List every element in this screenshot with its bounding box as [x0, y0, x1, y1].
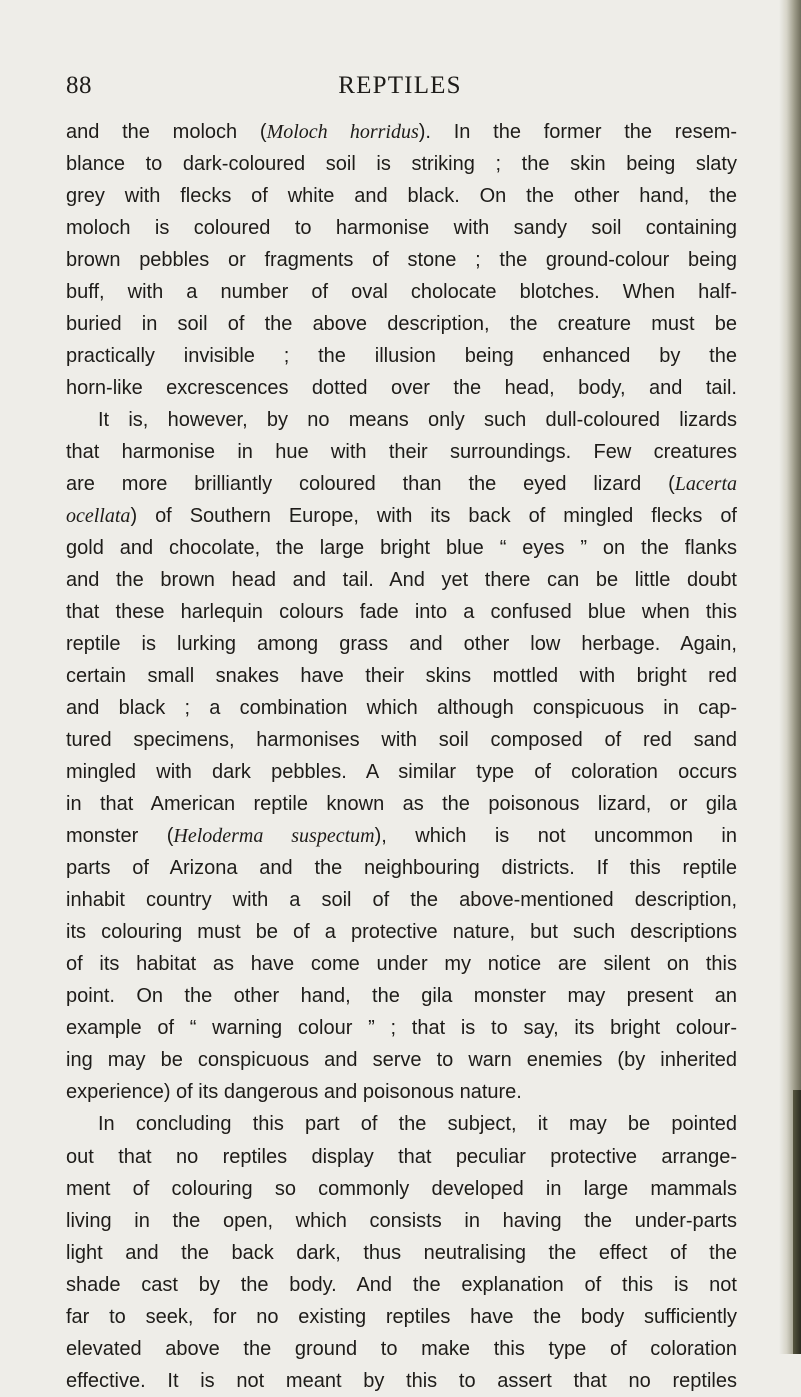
text-segment: blance to dark-coloured soil is striking ; the skin being slaty	[66, 153, 737, 176]
text-line	[66, 1141, 737, 1173]
italic-species-name: Heloderma suspectum	[173, 825, 375, 848]
text-segment: ), which is not uncommon in	[374, 825, 737, 848]
text-segment: and the moloch (	[66, 121, 267, 143]
text-line	[66, 724, 737, 756]
text-line	[66, 660, 737, 692]
text-line	[66, 628, 737, 660]
text-segment: It is, however, by no means only such dull-coloured lizards	[98, 409, 737, 432]
text-segment: moloch is coloured to harmonise with sandy soil containing	[66, 217, 737, 240]
page-edge-binding	[793, 1090, 801, 1354]
text-line	[66, 564, 737, 596]
text-segment: its colouring must be of a protective nature, but such descriptions	[66, 921, 737, 944]
text-line	[66, 916, 737, 948]
text-line	[66, 980, 737, 1012]
text-line	[66, 212, 737, 244]
text-segment: buried in soil of the above description, the creature must be	[66, 313, 737, 336]
text-segment: example of “ warning colour ” ; that is to say, its bright colour-	[66, 1017, 737, 1040]
text-segment: and the brown head and tail. And yet there can be little doubt	[66, 569, 737, 592]
text-line	[66, 148, 737, 180]
text-line	[66, 596, 737, 628]
text-segment: buff, with a number of oval cholocate blotches. When half-	[66, 281, 737, 304]
text-segment: that these harlequin colours fade into a confused blue when this	[66, 601, 737, 624]
text-segment: ment of colouring so commonly developed in large mammals	[66, 1177, 737, 1200]
text-segment: ing may be conspicuous and serve to warn enemies (by inherited	[66, 1049, 737, 1072]
text-line	[66, 180, 737, 212]
text-segment: certain small snakes have their skins mottled with bright red	[66, 665, 737, 688]
text-line	[66, 308, 737, 340]
text-line	[66, 1205, 737, 1237]
text-segment: monster (	[66, 825, 174, 848]
text-line	[66, 1269, 737, 1301]
text-line	[66, 1173, 737, 1205]
text-line	[66, 1044, 737, 1076]
text-segment: point. On the other hand, the gila monster may present an	[66, 985, 737, 1008]
text-line	[66, 1365, 737, 1397]
text-segment: elevated above the ground to make this type of coloration	[66, 1337, 737, 1360]
text-line	[66, 500, 737, 532]
text-line	[66, 1301, 737, 1333]
text-line	[66, 1333, 737, 1365]
text-line	[66, 692, 737, 724]
text-segment: reptile is lurking among grass and other low herbage. Again,	[66, 633, 737, 656]
text-segment: far to seek, for no existing reptiles have the body sufficiently	[66, 1305, 737, 1328]
text-segment: brown pebbles or fragments of stone ; the ground-colour being	[66, 249, 737, 272]
text-segment: effective. It is not meant by this to assert that no reptiles	[66, 1369, 737, 1392]
text-line	[66, 948, 737, 980]
text-segment: gold and chocolate, the large bright blue “ eyes ” on the flanks	[66, 537, 737, 560]
text-segment: ). In the former the resem-	[418, 121, 737, 143]
italic-species-name: Lacerta	[674, 473, 737, 496]
text-segment: and black ; a combination which although conspicuous in cap-	[66, 697, 737, 720]
text-line	[66, 436, 737, 468]
text-line	[66, 532, 737, 564]
text-segment: horn-like excrescences dotted over the head, body, and tail.	[66, 377, 737, 400]
text-segment: living in the open, which consists in having the under-parts	[66, 1209, 737, 1232]
text-line	[66, 852, 737, 884]
text-segment: In concluding this part of the subject, it may be pointed	[98, 1113, 737, 1136]
text-segment: in that American reptile known as the poisonous lizard, or gila	[66, 793, 737, 816]
text-line	[66, 1012, 737, 1044]
text-segment: light and the back dark, thus neutralising the effect of the	[66, 1241, 737, 1264]
italic-species-name: Moloch horridus	[266, 121, 419, 143]
text-line	[66, 468, 737, 500]
text-segment: of its habitat as have come under my notice are silent on this	[66, 953, 737, 976]
text-segment: parts of Arizona and the neighbouring districts. If this reptile	[66, 857, 737, 880]
text-line	[66, 1076, 737, 1108]
italic-species-name: ocellata	[66, 505, 131, 528]
text-segment: mingled with dark pebbles. A similar type of coloration occurs	[66, 761, 737, 784]
page-header	[66, 72, 734, 112]
text-line	[66, 116, 737, 148]
text-line	[66, 1237, 737, 1269]
text-line	[66, 340, 737, 372]
text-segment: experience) of its dangerous and poisonous nature.	[66, 1081, 522, 1104]
text-line	[66, 884, 737, 916]
text-segment: inhabit country with a soil of the above-mentioned description,	[66, 889, 737, 912]
text-segment: out that no reptiles display that peculiar protective arrange-	[66, 1145, 737, 1168]
text-segment: ) of Southern Europe, with its back of mingled flecks of	[130, 505, 737, 528]
text-segment: that harmonise in hue with their surroundings. Few creatures	[66, 441, 737, 464]
text-line	[66, 372, 737, 404]
text-line	[66, 788, 737, 820]
text-segment: are more brilliantly coloured than the eyed lizard (	[66, 473, 675, 496]
text-line	[66, 756, 737, 788]
text-segment: tured specimens, harmonises with soil composed of red sand	[66, 729, 737, 752]
text-segment: shade cast by the body. And the explanation of this is not	[66, 1273, 737, 1296]
text-line	[66, 404, 737, 436]
text-line	[66, 1108, 737, 1140]
text-line	[66, 244, 737, 276]
page-number: 88	[66, 72, 92, 99]
body-text	[66, 116, 737, 1397]
text-line	[66, 820, 737, 852]
text-segment: grey with flecks of white and black. On the other hand, the	[66, 185, 737, 208]
running-head: REPTILES	[338, 72, 462, 99]
text-line	[66, 276, 737, 308]
text-segment: practically invisible ; the illusion being enhanced by the	[66, 345, 737, 368]
